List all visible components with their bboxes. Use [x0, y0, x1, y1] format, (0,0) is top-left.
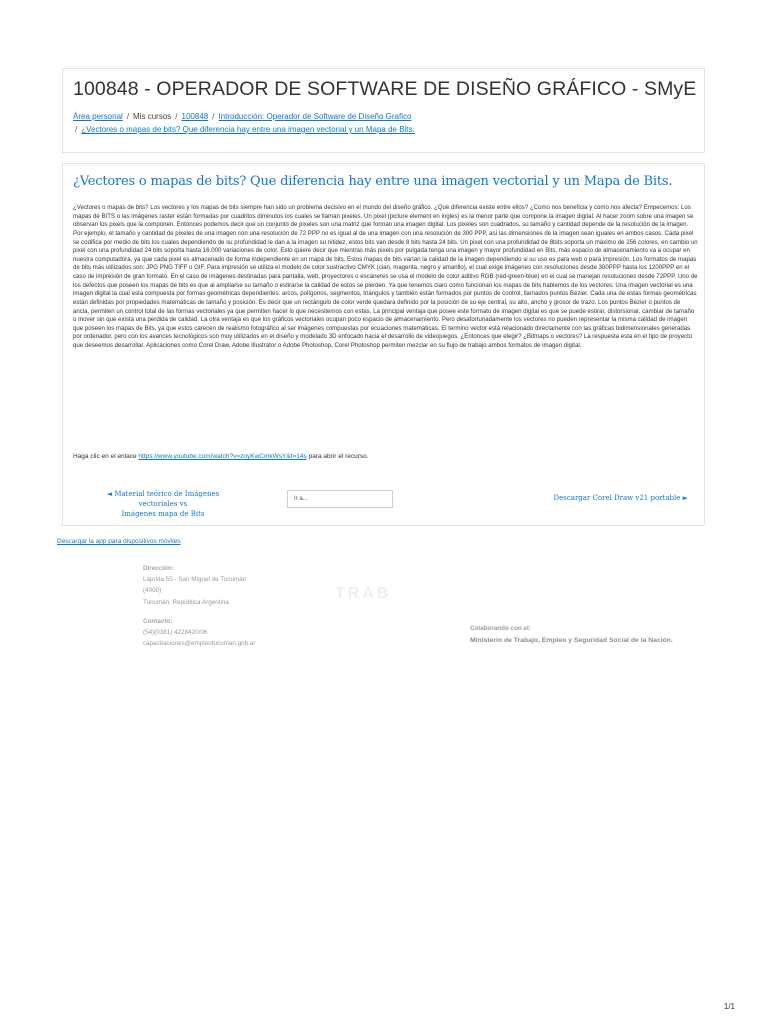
resource-open-line: [73, 453, 369, 460]
breadcrumb: [73, 110, 693, 136]
breadcrumb-course-link[interactable]: 100848: [181, 112, 209, 121]
footer-collaboration: [470, 623, 673, 647]
address-label: Dirección:: [143, 565, 174, 572]
breadcrumb-separator: /: [75, 125, 78, 134]
activity-title: ¿Vectores o mapas de bits? Que diferencia hay entre una imagen vectorial y un Mapa de Bits.: [73, 174, 673, 189]
resource-prefix: Haga clic en el enlace: [73, 453, 137, 460]
address-line: Laprida 55 - San Miguel de Tucumán: [143, 576, 247, 584]
previous-activity-line2: Imágenes mapa de Bits: [121, 510, 205, 518]
address-line: Tucumán, República Argentina: [143, 598, 229, 606]
footer-contact-info: [143, 563, 255, 649]
breadcrumb-section-link[interactable]: Introducción: Operador de Software de Diseño Grafico: [218, 112, 412, 121]
breadcrumb-separator: /: [126, 112, 130, 121]
contact-label: Contacto:: [143, 617, 173, 625]
mobile-app-link[interactable]: Descargar la app para dispositivos móviles: [57, 538, 181, 545]
breadcrumb-separator: /: [212, 112, 215, 121]
footer-logo-watermark: TRAB: [335, 585, 392, 602]
contact-phone: (54)(0381) 4228420/06: [143, 629, 208, 637]
course-header: [62, 68, 705, 153]
activity-description: ¿Vectores o mapas de bits? Los vectores y los mapas de bits siempre han sido un problema decisivo en el mundo del diseño gráfico. ¿Qué diferencia existe entre ellos? ¿Como nos beneficia y como nos afecta? Empecemos: Los mapas de BITS o las imágenes raster están formadas por cuadritos diminutos los cuales se llaman pixeles. Un pixel (picture element en inglés) es la menor parte que compone la imagen digital. Al hacer zoom sobre una imagen se observan los pixels que la componen. Entonces podemos decir que un conjunto de pixeles son una matriz que forman una imagen digital. Los pixeles son cuadrados, su tamaño y cantidad depende de la resolución de la imagen. Por ejemplo, el tamaño y cantidad de pixeles de una imagen con una resolución de 72 PPP no es igual al de una imagen con una resolución de 300 PPP, así las dimensiones de la imagen sean iguales en ambos casos. Cada pixel se codifica por medio de bits los cuales dependiendo de su profundidad le dan a la imagen su nitidez, estos bits van desde 8 bits hasta 24 bits. Un pixel con una profundidad de 8bits soporta un máximo de 256 colores, en cambio un pixel con una profundidad 24 bits soporta hasta 16.000 variaciones de color. Esto quiere decir que mientras más pixels por pulgada tenga una imagen y mayor profundidad en Bits, más espacio de almacenamiento va a ocupar en nuestra computadora, ya que cada pixel es almacenado de forma independiente en un mapa de bits. Estos mapas de bits varían la calidad de la imagen dependiendo si su uso es para web o para impresión. Los formatos de mapas de bits más utilizados son: JPG PNG TIFF o GIF. Para impresión se utiliza el modelo de color sustractivo CMYK (cian, magenta, negro y amarillo), el cual exige imágenes con resoluciones desde 300PPP hasta los 1200PPP en el caso de impresión de gran formato. En el caso de imágenes destinadas para pantalla, web, proyectores o escáneres se usa el modelo de color aditivo RGB (red-green-blue) en el cual se manejan resoluciones desde 72PPP. Uno de los defectos que poseen los mapas de bits es que al ampliarse su tamaño o estirarse la calidad de estos se pierden. Ya que tenemos claro como funcionan los mapas de bits hablemos de los vectores: Una imagen vectorial es una imagen digital la cual esta compuesta por formas geométricas dependientes: arcos, polígonos, segmentos, triángulos y también están formados por puntos de control, llamados puntos Bézier. Cada una de estas formas geométricas están definidas por propiedades matemáticas de tamaño y posición. Es decir que un rectángulo de color verde quedara definido por la posición de su eje central, su alto, ancho y grosor de trazo. Los puntos Bézier o puntos de ancla, permiten un control total de las formas vectoriales ya que permiten hacer lo que necesitemos con estas. La principal ventaja que posee este formato de imagen digital es que se puede estirar, distorsionar, cambiar de tamaño o mover sin que exista una perdida de calidad. La otra ventaja es que los gráficos vectoriales ocupan poco espacio de almacenamiento. Pero desafortunadamente los vectores no pueden representar la misma calidad de imagen que poseen los mapas de Bits, ya que estos carecen de realismo fotográfico al ser imágenes compuestas por ecuaciones matemáticas. El termino vector está relacionado directamente con las gráficas bidimensionales generadas por ordenador, pero con los avances tecnológicos son muy utilizados en el diseño y modelado 3D enfocado hacia el desarrollo de videojuegos. ¿Entonces que elegir? ¿Bitmaps o vectores? La respuesta esta en el tipo de proyecto que deseemos desarrollar. Aplicaciones como Corel Draw, Adobe Illustrator o Adobe Photoshop, Corel Photoshop permiten mezclar en su flujo de trabajo ambos formatos de imagen digital.: [73, 204, 698, 349]
page-number: 1/1: [723, 1002, 735, 1011]
address-line: (4000): [143, 587, 162, 595]
resource-url-link[interactable]: https://www.youtube.com/watch?v=zoyKwCmkWsY&t=14s: [138, 453, 307, 460]
next-activity-link[interactable]: Descargar Corel Draw v21 portable ►: [553, 494, 688, 502]
breadcrumb-separator: /: [175, 112, 178, 121]
previous-activity-link[interactable]: [87, 489, 239, 519]
jump-to-select[interactable]: Ir a...: [287, 490, 393, 508]
collab-label: Colaborando con el:: [470, 625, 531, 632]
resource-suffix: para abrir el recurso.: [308, 453, 369, 460]
breadcrumb-my-courses: Mis cursos: [133, 112, 172, 121]
breadcrumb-home-link[interactable]: Área personal: [73, 112, 123, 121]
previous-activity-line1: ◄ Material teórico de Imágenes vectoriales vs: [106, 490, 220, 508]
breadcrumb-current-link[interactable]: ¿Vectores o mapas de bits? Que diferencia hay entre una imagen vectorial y un Mapa de Bits.: [81, 125, 415, 134]
ministry-name: Ministerio de Trabajo, Empleo y Seguridad Social de la Nación.: [470, 637, 673, 644]
contact-email: capacitaciones@empleotucuman.gob.ar: [143, 640, 256, 648]
activity-card: [62, 163, 705, 526]
course-title: 100848 - OPERADOR DE SOFTWARE DE DISEÑO GRÁFICO - SMyE: [73, 78, 697, 100]
